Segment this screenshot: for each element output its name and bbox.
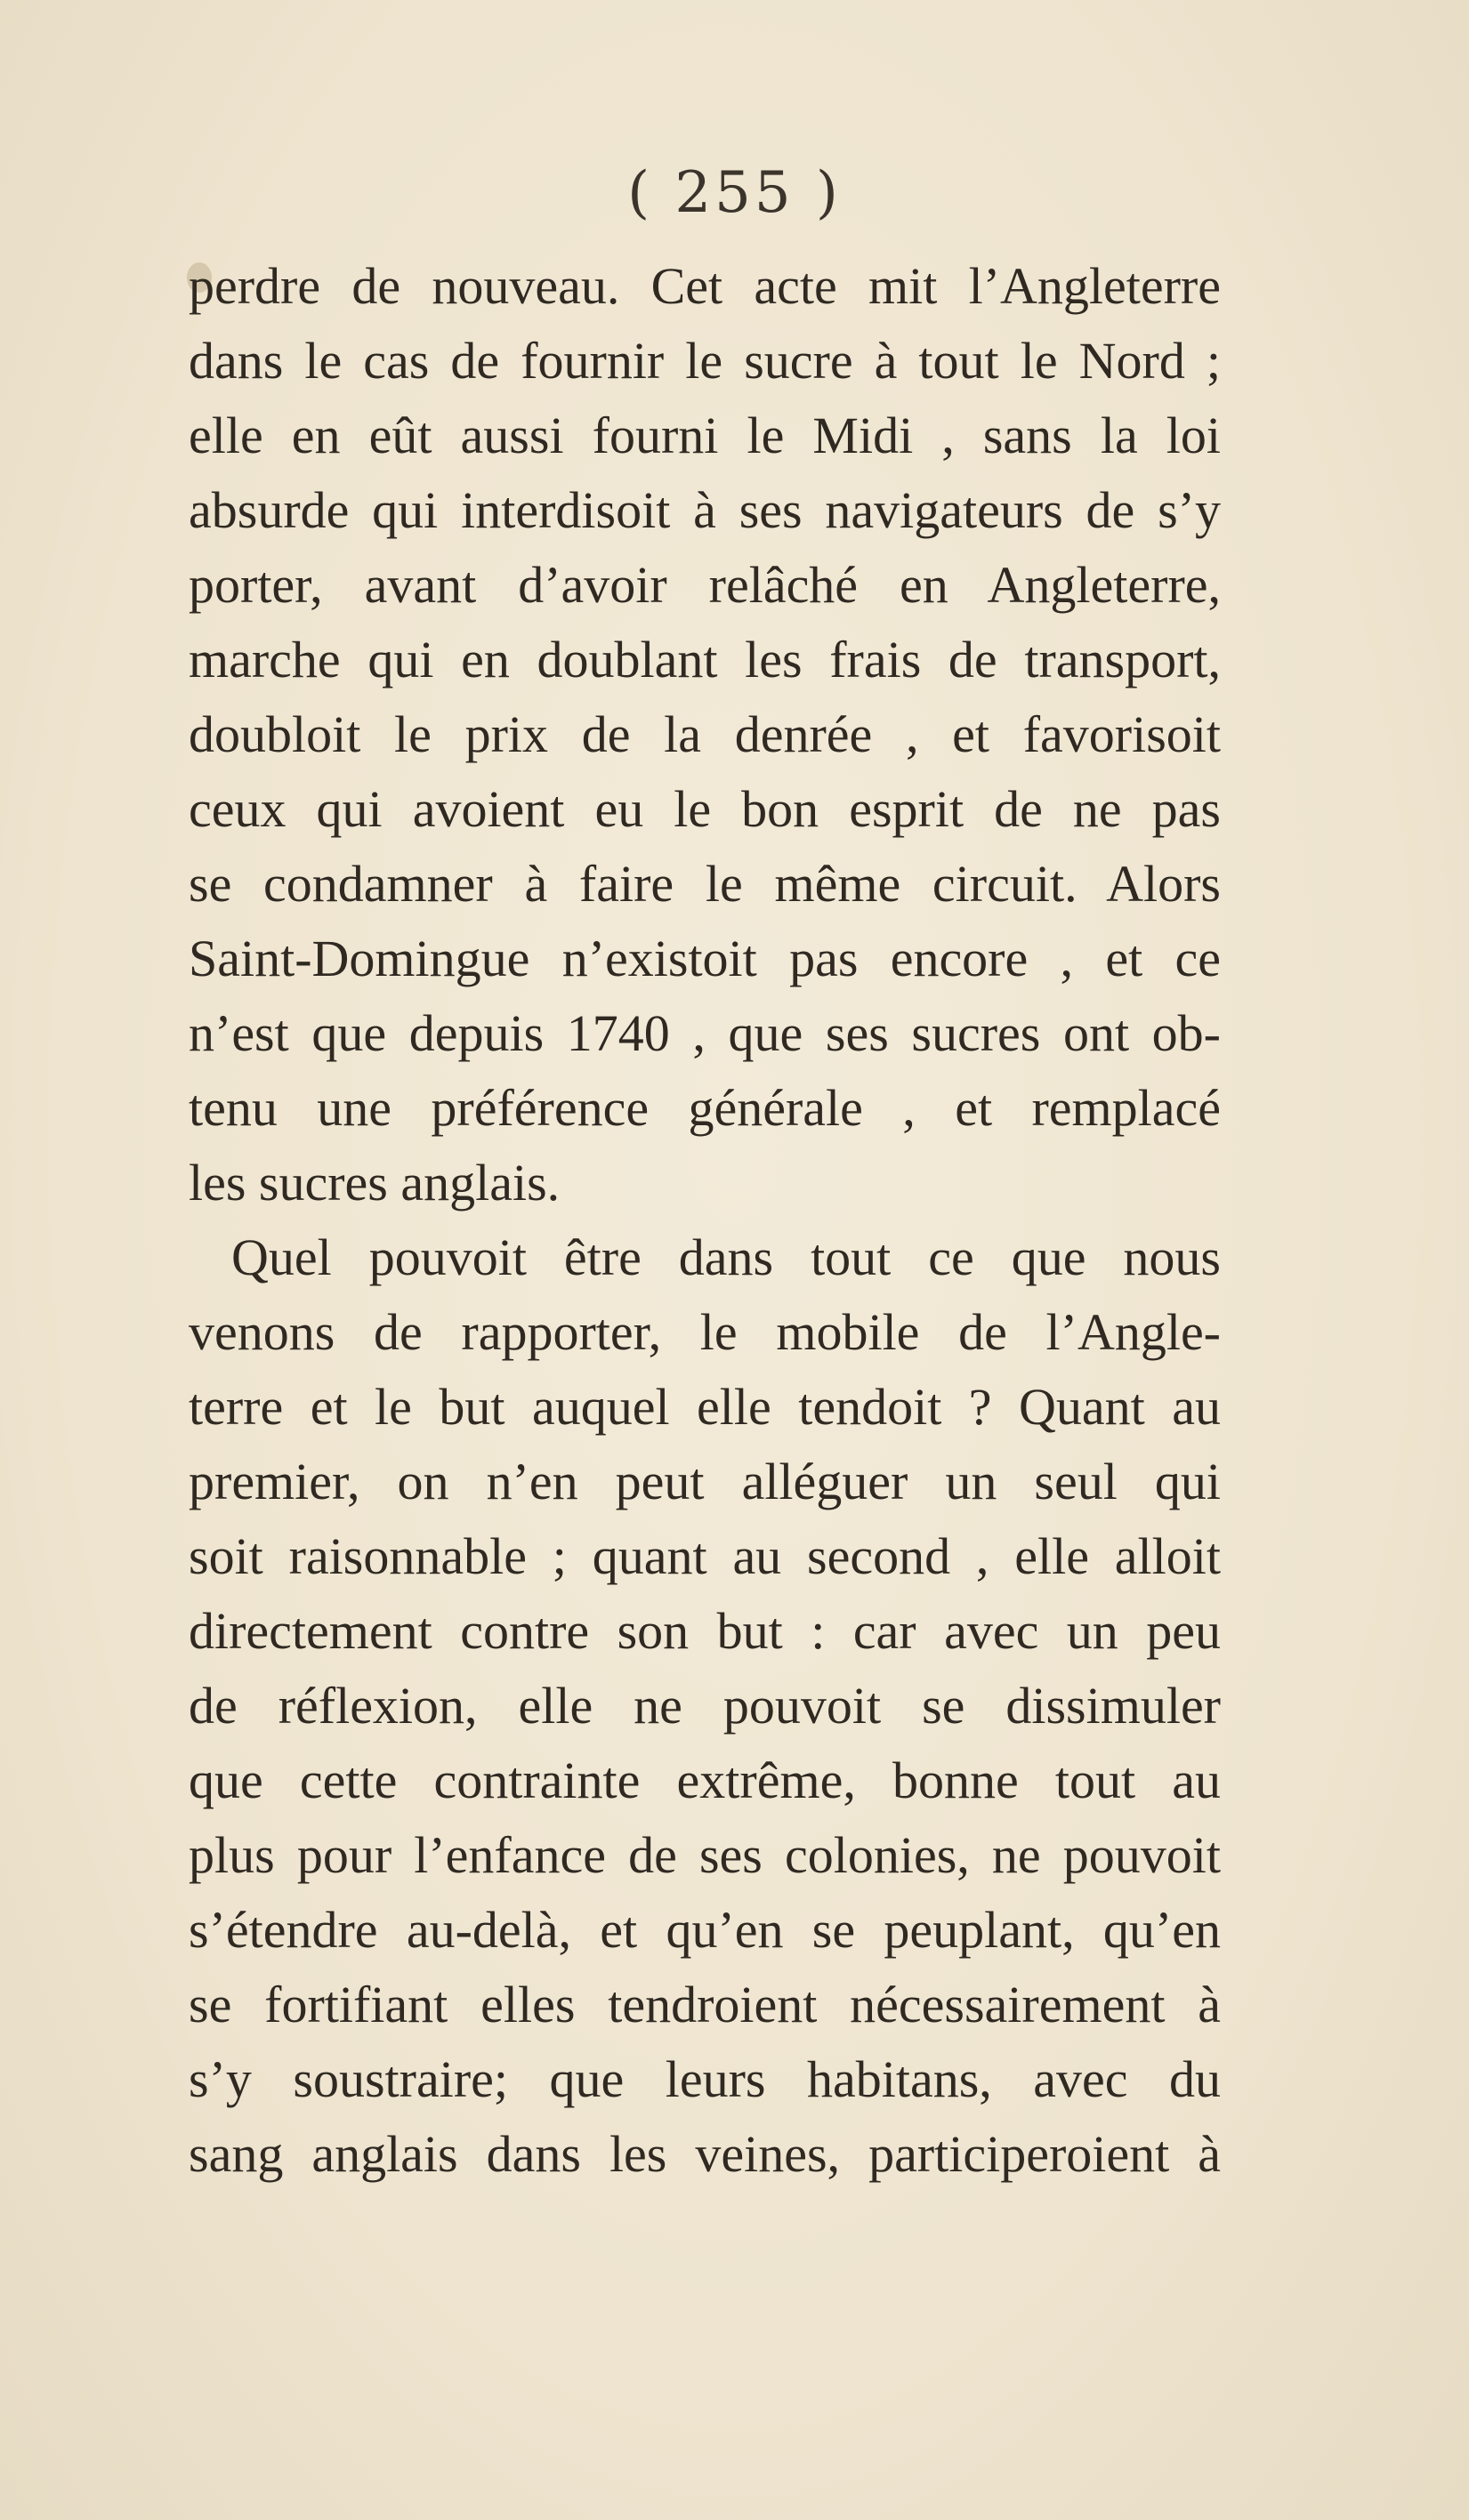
body-text: [189, 249, 1221, 2192]
text-line: perdre de nouveau. Cet acte mit l’Angleterre: [189, 257, 1221, 315]
text-line: doubloit le prix de la denrée , et favorisoit: [189, 705, 1221, 763]
text-line: s’étendre au-delà, et qu’en se peuplant, qu’en: [189, 1901, 1221, 1959]
text-line: absurde qui interdisoit à ses navigateurs de s’y: [189, 481, 1221, 539]
text-line: les sucres anglais.: [189, 1154, 561, 1212]
text-line: de réflexion, elle ne pouvoit se dissimuler: [189, 1677, 1221, 1735]
page-number: ( 255 ): [627, 160, 842, 226]
text-line: premier, on n’en peut alléguer un seul qui: [189, 1453, 1221, 1510]
text-line: Saint-Domingue n’existoit pas encore , et ce: [189, 930, 1221, 987]
text-line: dans le cas de fournir le sucre à tout le Nord ;: [189, 332, 1221, 390]
text-line: directement contre son but : car avec un peu: [189, 1602, 1221, 1660]
text-line: se condamner à faire le même circuit. Alors: [189, 855, 1221, 913]
text-line: marche qui en doublant les frais de transport,: [189, 631, 1221, 688]
text-line: terre et le but auquel elle tendoit ? Quant au: [189, 1378, 1221, 1436]
text-line: Quel pouvoit être dans tout ce que nous: [231, 1228, 1221, 1286]
text-line: se fortifiant elles tendroient nécessairement à: [189, 1976, 1221, 2033]
text-line: n’est que depuis 1740 , que ses sucres ont ob-: [189, 1004, 1221, 1062]
text-line: que cette contrainte extrême, bonne tout au: [189, 1751, 1221, 1809]
text-line: porter, avant d’avoir relâché en Angleterre,: [189, 556, 1221, 614]
text-line: tenu une préférence générale , et remplacé: [189, 1079, 1221, 1137]
text-line: elle en eût aussi fourni le Midi , sans la loi: [189, 407, 1221, 464]
text-line: venons de rapporter, le mobile de l’Angle-: [189, 1303, 1221, 1361]
text-line: sang anglais dans les veines, participeroient à: [189, 2125, 1221, 2183]
text-line: ceux qui avoient eu le bon esprit de ne pas: [189, 780, 1221, 838]
text-line: plus pour l’enfance de ses colonies, ne pouvoit: [189, 1826, 1221, 1884]
text-line: s’y soustraire; que leurs habitans, avec du: [189, 2050, 1221, 2108]
text-line: soit raisonnable ; quant au second , elle alloit: [189, 1527, 1221, 1585]
